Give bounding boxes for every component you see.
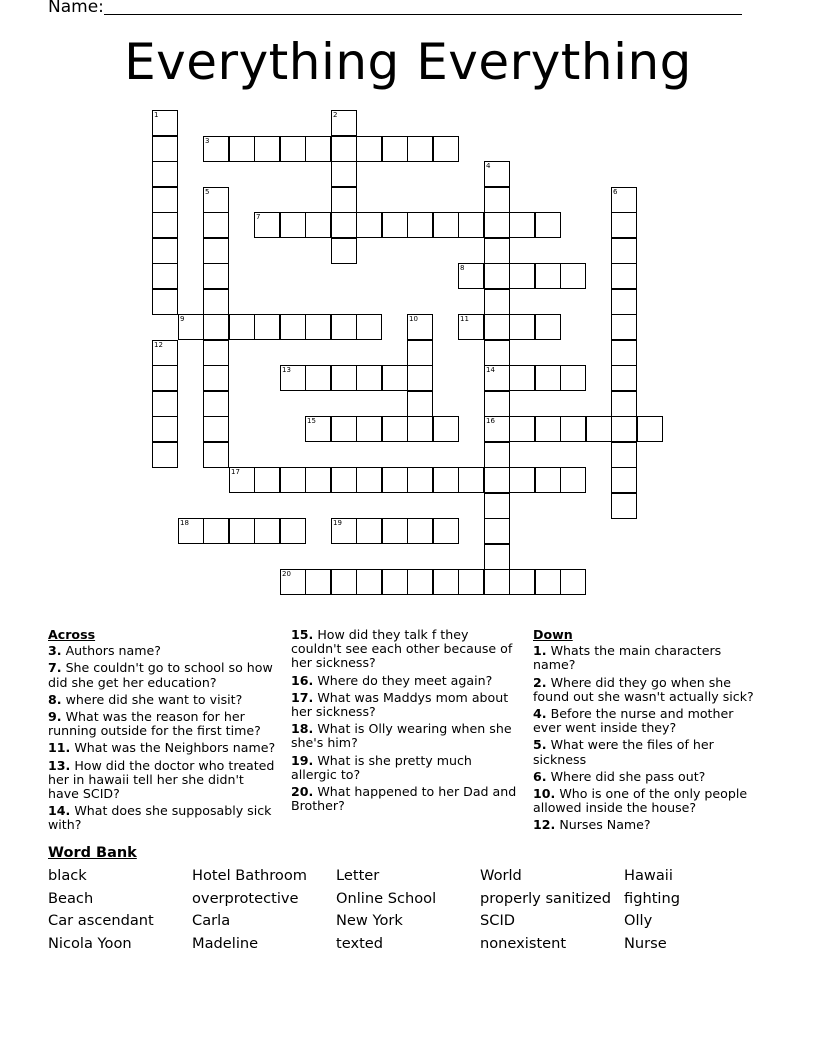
word-bank-item: Olly bbox=[624, 912, 653, 929]
clue-number: 1. bbox=[533, 643, 547, 659]
clue-text: What were the files of her sickness bbox=[533, 737, 714, 767]
grid-cell[interactable] bbox=[509, 212, 535, 238]
grid-cell[interactable] bbox=[433, 518, 459, 544]
grid-cell[interactable] bbox=[484, 442, 510, 468]
grid-cell[interactable] bbox=[152, 136, 178, 162]
down-clue bbox=[533, 770, 761, 784]
clue-text: What was the Neighbors name? bbox=[70, 740, 276, 756]
clue-number: 12. bbox=[533, 817, 556, 833]
grid-cell[interactable] bbox=[382, 136, 408, 162]
grid-cell[interactable] bbox=[407, 314, 433, 340]
grid-cell[interactable] bbox=[560, 416, 586, 442]
grid-cell[interactable] bbox=[305, 569, 331, 595]
grid-cell[interactable] bbox=[382, 467, 408, 493]
clue-text: Where do they meet again? bbox=[313, 672, 493, 688]
grid-cell[interactable] bbox=[535, 365, 561, 391]
word-bank-item: Nicola Yoon bbox=[48, 935, 132, 952]
down-clue bbox=[533, 644, 761, 672]
cell-number: 6 bbox=[613, 188, 618, 196]
across-clue bbox=[291, 785, 517, 813]
clue-number: 5. bbox=[533, 737, 547, 753]
clue-text: Authors name? bbox=[61, 643, 161, 659]
clue-number: 11. bbox=[48, 740, 71, 756]
grid-cell[interactable] bbox=[560, 365, 586, 391]
cell-number: 9 bbox=[180, 315, 185, 323]
clue-number: 6. bbox=[533, 768, 547, 784]
grid-cell[interactable] bbox=[611, 467, 637, 493]
clue-text: Nurses Name? bbox=[555, 817, 651, 833]
word-bank-item: Letter bbox=[336, 867, 380, 884]
clue-text: Who is one of the only people allowed inside the house? bbox=[533, 786, 748, 816]
grid-cell[interactable] bbox=[356, 314, 382, 340]
clue-number: 2. bbox=[533, 674, 547, 690]
clue-number: 13. bbox=[48, 757, 71, 773]
cell-number: 17 bbox=[231, 468, 240, 476]
grid-cell[interactable] bbox=[484, 365, 510, 391]
down-clue bbox=[533, 707, 761, 735]
grid-cell[interactable] bbox=[280, 136, 306, 162]
grid-cell[interactable] bbox=[280, 467, 306, 493]
grid-cell[interactable] bbox=[152, 212, 178, 238]
grid-cell[interactable] bbox=[331, 467, 357, 493]
grid-cell[interactable] bbox=[382, 518, 408, 544]
across-clue bbox=[291, 754, 517, 782]
grid-cell[interactable] bbox=[356, 416, 382, 442]
cell-number: 19 bbox=[333, 519, 342, 527]
grid-cell[interactable] bbox=[254, 467, 280, 493]
grid-cell[interactable] bbox=[331, 212, 357, 238]
cell-number: 1 bbox=[154, 111, 159, 119]
grid-cell[interactable] bbox=[331, 187, 357, 213]
cell-number: 5 bbox=[205, 188, 210, 196]
clue-text: Where did they go when she found out she wasn't actually sick? bbox=[533, 674, 754, 704]
grid-cell[interactable] bbox=[611, 289, 637, 315]
grid-cell[interactable] bbox=[509, 569, 535, 595]
grid-cell[interactable] bbox=[509, 263, 535, 289]
grid-cell[interactable] bbox=[254, 518, 280, 544]
grid-cell[interactable] bbox=[356, 569, 382, 595]
word-bank-item: Madeline bbox=[192, 935, 259, 952]
grid-cell[interactable] bbox=[203, 416, 229, 442]
down-heading: Down bbox=[533, 627, 573, 642]
grid-cell[interactable] bbox=[484, 212, 510, 238]
grid-cell[interactable] bbox=[560, 569, 586, 595]
across-clue bbox=[48, 804, 276, 832]
word-bank-item: overprotective bbox=[192, 890, 299, 907]
grid-cell[interactable] bbox=[611, 493, 637, 519]
grid-cell[interactable] bbox=[152, 416, 178, 442]
grid-cell[interactable] bbox=[229, 518, 255, 544]
across-clue bbox=[48, 741, 276, 755]
grid-cell[interactable] bbox=[509, 467, 535, 493]
grid-cell[interactable] bbox=[203, 238, 229, 264]
grid-cell[interactable] bbox=[280, 314, 306, 340]
grid-cell[interactable] bbox=[305, 416, 331, 442]
grid-cell[interactable] bbox=[535, 569, 561, 595]
grid-cell[interactable] bbox=[407, 518, 433, 544]
cell-number: 11 bbox=[460, 315, 469, 323]
grid-cell[interactable] bbox=[458, 263, 484, 289]
grid-cell[interactable] bbox=[433, 467, 459, 493]
grid-cell[interactable] bbox=[280, 569, 306, 595]
word-bank-item: Online School bbox=[336, 890, 437, 907]
clue-number: 20. bbox=[291, 784, 314, 800]
grid-cell[interactable] bbox=[484, 289, 510, 315]
cell-number: 10 bbox=[409, 315, 418, 323]
word-bank-heading: Word Bank bbox=[48, 845, 137, 861]
clue-number: 15. bbox=[291, 627, 314, 642]
cell-number: 18 bbox=[180, 519, 189, 527]
clue-text: What happened to her Dad and Brother? bbox=[291, 784, 517, 814]
grid-cell[interactable] bbox=[305, 136, 331, 162]
grid-cell[interactable] bbox=[203, 289, 229, 315]
grid-cell[interactable] bbox=[433, 416, 459, 442]
grid-cell[interactable] bbox=[484, 569, 510, 595]
grid-cell[interactable] bbox=[535, 212, 561, 238]
grid-cell[interactable] bbox=[305, 467, 331, 493]
down-clue bbox=[533, 787, 761, 815]
clue-text: She couldn't go to school so how did she get her education? bbox=[48, 660, 273, 690]
clue-text: What is Olly wearing when she she's him? bbox=[291, 721, 512, 751]
grid-cell[interactable] bbox=[152, 263, 178, 289]
grid-cell[interactable] bbox=[305, 314, 331, 340]
grid-cell[interactable] bbox=[535, 263, 561, 289]
cell-number: 7 bbox=[256, 213, 261, 221]
grid-cell[interactable] bbox=[331, 569, 357, 595]
down-clues-col bbox=[533, 628, 761, 836]
grid-cell[interactable] bbox=[433, 569, 459, 595]
grid-cell[interactable] bbox=[586, 416, 612, 442]
grid-cell[interactable] bbox=[611, 442, 637, 468]
grid-cell[interactable] bbox=[484, 518, 510, 544]
grid-cell[interactable] bbox=[611, 314, 637, 340]
clue-text: How did they talk f they couldn't see each other because of her sickness? bbox=[291, 627, 513, 671]
grid-cell[interactable] bbox=[152, 161, 178, 187]
grid-cell[interactable] bbox=[484, 263, 510, 289]
cell-number: 13 bbox=[282, 366, 291, 374]
grid-cell[interactable] bbox=[229, 467, 255, 493]
grid-cell[interactable] bbox=[611, 416, 637, 442]
clue-number: 17. bbox=[291, 689, 314, 705]
cell-number: 14 bbox=[486, 366, 495, 374]
grid-cell[interactable] bbox=[229, 314, 255, 340]
grid-cell[interactable] bbox=[611, 340, 637, 366]
grid-cell[interactable] bbox=[254, 314, 280, 340]
across-clue bbox=[291, 628, 517, 671]
down-clue bbox=[533, 676, 761, 704]
name-label-text: Name: bbox=[48, 0, 104, 17]
clue-text: How did the doctor who treated her in hawaii tell her she didn't have SCID? bbox=[48, 757, 275, 802]
across-clues-col-1 bbox=[48, 628, 276, 836]
word-bank-item: Hotel Bathroom bbox=[192, 867, 307, 884]
word-bank-item: Car ascendant bbox=[48, 912, 154, 929]
grid-cell[interactable] bbox=[407, 212, 433, 238]
cell-number: 3 bbox=[205, 137, 210, 145]
down-clue bbox=[533, 738, 761, 766]
grid-cell[interactable] bbox=[407, 391, 433, 417]
grid-cell[interactable] bbox=[611, 263, 637, 289]
word-bank-item: Beach bbox=[48, 890, 94, 907]
grid-cell[interactable] bbox=[509, 314, 535, 340]
grid-cell[interactable] bbox=[203, 187, 229, 213]
grid-cell[interactable] bbox=[484, 467, 510, 493]
word-bank-item: New York bbox=[336, 912, 403, 929]
grid-cell[interactable] bbox=[407, 569, 433, 595]
grid-cell[interactable] bbox=[331, 110, 357, 136]
grid-cell[interactable] bbox=[203, 442, 229, 468]
grid-cell[interactable] bbox=[331, 161, 357, 187]
grid-cell[interactable] bbox=[356, 518, 382, 544]
grid-cell[interactable] bbox=[152, 391, 178, 417]
grid-cell[interactable] bbox=[203, 391, 229, 417]
grid-cell[interactable] bbox=[203, 263, 229, 289]
grid-cell[interactable] bbox=[254, 212, 280, 238]
grid-cell[interactable] bbox=[280, 365, 306, 391]
clue-text: Before the nurse and mother ever went inside they? bbox=[533, 706, 734, 736]
grid-cell[interactable] bbox=[509, 416, 535, 442]
grid-cell[interactable] bbox=[535, 314, 561, 340]
grid-cell[interactable] bbox=[152, 289, 178, 315]
across-clue bbox=[291, 722, 517, 750]
grid-cell[interactable] bbox=[203, 314, 229, 340]
clue-text: What does she supposably sick with? bbox=[48, 803, 272, 833]
cell-number: 12 bbox=[154, 341, 163, 349]
grid-cell[interactable] bbox=[484, 416, 510, 442]
across-clues-col-2 bbox=[291, 628, 517, 816]
clue-text: where did she want to visit? bbox=[61, 691, 243, 707]
across-clue bbox=[48, 661, 276, 689]
cell-number: 20 bbox=[282, 570, 291, 578]
clue-number: 10. bbox=[533, 786, 556, 802]
clue-text: Whats the main characters name? bbox=[533, 643, 722, 673]
across-clue bbox=[48, 759, 276, 802]
grid-cell[interactable] bbox=[203, 518, 229, 544]
grid-cell[interactable] bbox=[305, 212, 331, 238]
grid-cell[interactable] bbox=[203, 136, 229, 162]
grid-cell[interactable] bbox=[203, 212, 229, 238]
grid-cell[interactable] bbox=[611, 365, 637, 391]
word-bank-item: nonexistent bbox=[480, 935, 567, 952]
across-heading: Across bbox=[48, 627, 96, 642]
grid-cell[interactable] bbox=[178, 518, 204, 544]
grid-cell[interactable] bbox=[280, 212, 306, 238]
word-bank-item: Nurse bbox=[624, 935, 667, 952]
grid-cell[interactable] bbox=[152, 110, 178, 136]
word-bank-item: World bbox=[480, 867, 522, 884]
grid-cell[interactable] bbox=[152, 340, 178, 366]
grid-cell[interactable] bbox=[407, 136, 433, 162]
word-bank-item: SCID bbox=[480, 912, 515, 929]
grid-cell[interactable] bbox=[535, 416, 561, 442]
grid-cell[interactable] bbox=[152, 365, 178, 391]
word-bank-item: properly sanitized bbox=[480, 890, 611, 907]
clue-number: 16. bbox=[291, 672, 314, 688]
word-bank-item: texted bbox=[336, 935, 384, 952]
grid-cell[interactable] bbox=[305, 365, 331, 391]
grid-cell[interactable] bbox=[484, 493, 510, 519]
grid-cell[interactable] bbox=[331, 416, 357, 442]
grid-cell[interactable] bbox=[484, 238, 510, 264]
grid-cell[interactable] bbox=[203, 365, 229, 391]
grid-cell[interactable] bbox=[484, 187, 510, 213]
page-title: Everything Everything bbox=[124, 33, 692, 91]
clue-number: 8. bbox=[48, 691, 62, 707]
grid-cell[interactable] bbox=[178, 314, 204, 340]
grid-cell[interactable] bbox=[407, 365, 433, 391]
grid-cell[interactable] bbox=[433, 212, 459, 238]
clue-number: 4. bbox=[533, 706, 547, 722]
clue-text: What was the reason for her running outside for the first time? bbox=[48, 709, 261, 739]
grid-cell[interactable] bbox=[560, 467, 586, 493]
clue-number: 14. bbox=[48, 803, 71, 819]
clue-number: 3. bbox=[48, 643, 62, 659]
clue-number: 7. bbox=[48, 660, 62, 676]
grid-cell[interactable] bbox=[484, 314, 510, 340]
clue-number: 19. bbox=[291, 752, 314, 768]
clue-text: What is she pretty much allergic to? bbox=[291, 752, 472, 782]
clue-number: 18. bbox=[291, 721, 314, 737]
grid-cell[interactable] bbox=[356, 136, 382, 162]
grid-cell[interactable] bbox=[382, 416, 408, 442]
word-bank-item: fighting bbox=[624, 890, 680, 907]
grid-cell[interactable] bbox=[331, 314, 357, 340]
grid-cell[interactable] bbox=[637, 416, 663, 442]
word-bank-item: Hawaii bbox=[624, 867, 673, 884]
grid-cell[interactable] bbox=[229, 136, 255, 162]
grid-cell[interactable] bbox=[484, 391, 510, 417]
grid-cell[interactable] bbox=[458, 467, 484, 493]
grid-cell[interactable] bbox=[152, 187, 178, 213]
cell-number: 16 bbox=[486, 417, 495, 425]
grid-cell[interactable] bbox=[458, 569, 484, 595]
clue-text: What was Maddys mom about her sickness? bbox=[291, 689, 509, 720]
grid-cell[interactable] bbox=[484, 340, 510, 366]
grid-cell[interactable] bbox=[611, 212, 637, 238]
grid-cell[interactable] bbox=[535, 467, 561, 493]
across-clue bbox=[48, 693, 276, 707]
across-clue bbox=[48, 644, 276, 658]
across-clue bbox=[48, 710, 276, 738]
grid-cell[interactable] bbox=[152, 442, 178, 468]
grid-cell[interactable] bbox=[331, 136, 357, 162]
grid-cell[interactable] bbox=[152, 238, 178, 264]
cell-number: 2 bbox=[333, 111, 338, 119]
grid-cell[interactable] bbox=[280, 518, 306, 544]
grid-cell[interactable] bbox=[484, 544, 510, 570]
across-clue bbox=[291, 691, 517, 719]
grid-cell[interactable] bbox=[509, 365, 535, 391]
grid-cell[interactable] bbox=[560, 263, 586, 289]
grid-cell[interactable] bbox=[356, 467, 382, 493]
cell-number: 15 bbox=[307, 417, 316, 425]
grid-cell[interactable] bbox=[356, 212, 382, 238]
grid-cell[interactable] bbox=[611, 187, 637, 213]
grid-cell[interactable] bbox=[203, 340, 229, 366]
grid-cell[interactable] bbox=[611, 391, 637, 417]
word-bank-item: Carla bbox=[192, 912, 231, 929]
down-clue bbox=[533, 818, 761, 832]
grid-cell[interactable] bbox=[331, 518, 357, 544]
grid-cell[interactable] bbox=[407, 416, 433, 442]
word-bank-item: black bbox=[48, 867, 87, 884]
grid-cell[interactable] bbox=[382, 212, 408, 238]
grid-cell[interactable] bbox=[407, 467, 433, 493]
clue-text: Where did she pass out? bbox=[546, 768, 706, 784]
across-clue bbox=[291, 674, 517, 688]
grid-cell[interactable] bbox=[458, 212, 484, 238]
grid-cell[interactable] bbox=[433, 136, 459, 162]
grid-cell[interactable] bbox=[382, 569, 408, 595]
clue-number: 9. bbox=[48, 709, 62, 725]
grid-cell[interactable] bbox=[356, 365, 382, 391]
grid-cell[interactable] bbox=[484, 161, 510, 187]
grid-cell[interactable] bbox=[331, 238, 357, 264]
grid-cell[interactable] bbox=[254, 136, 280, 162]
grid-cell[interactable] bbox=[331, 365, 357, 391]
cell-number: 8 bbox=[460, 264, 465, 272]
grid-cell[interactable] bbox=[611, 238, 637, 264]
grid-cell[interactable] bbox=[382, 365, 408, 391]
cell-number: 4 bbox=[486, 162, 491, 170]
grid-cell[interactable] bbox=[458, 314, 484, 340]
grid-cell[interactable] bbox=[407, 340, 433, 366]
